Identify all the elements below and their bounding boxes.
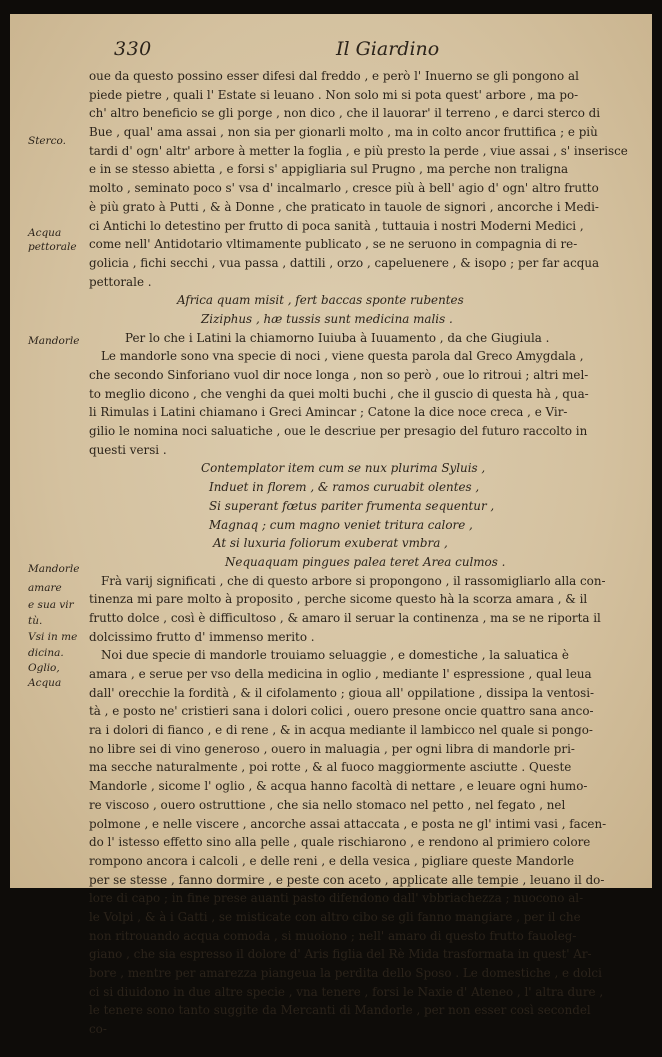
text-line: questi versi . (89, 442, 167, 457)
page-number: 330 (114, 38, 152, 60)
text-line: gilio le nomina noci saluatiche , oue le descriue per presagio del futuro raccolto in (89, 424, 588, 439)
margin-note: Mandorle (28, 335, 80, 347)
text-line: è più grato à Putti , & à Donne , che praticato in tauole de signori , ancorche i Medi- (89, 199, 599, 214)
text-line: to meglio dicono , che venghi da quei molti buchi , che il guscio di questa hà , qua- (89, 386, 589, 401)
text-line: frutto dolce , così è difficultoso , & amaro il seruar la continenza , ma se ne riporta il (89, 610, 601, 625)
margin-note: e sua vir (28, 599, 74, 611)
text-line: tà , e posto ne' cristieri sana i dolori colici , ouero presone oncie quattro sana anco- (89, 704, 594, 719)
margin-note: amare (28, 582, 62, 594)
verse-line: At si luxuria foliorum exuberat vmbra , (213, 536, 448, 551)
text-line: per se stesse , fanno dormire , e peste con aceto , applicate alle tempie , leuano il do- (89, 872, 605, 887)
text-line: Le mandorle sono vna specie di noci , viene questa parola dal Greco Amygdala , (101, 349, 584, 364)
text-line: rompono ancora i calcoli , e delle reni , e della vesica , pigliare queste Mandorle (89, 853, 575, 868)
text-line: Per lo che i Latini la chiamorno Iuiuba à Iuuamento , da che Giugiula . (125, 330, 550, 345)
margin-note: Mandorle (28, 563, 80, 575)
text-line: tardi d' ogn' altr' arbore à metter la foglia , e più presto la perde , viue assai , s' inserisce (89, 143, 628, 158)
verse-line: Nequaquam pingues palea teret Area culmos . (225, 554, 506, 569)
book-page (10, 14, 652, 1037)
text-line: tinenza mi pare molto à proposito , perche sicome questo hà la scorza amara , & il (89, 592, 588, 607)
verse-line: Ziziphus , hæ tussis sunt medicina malis . (201, 311, 453, 326)
text-line: bore , mentre per amarezza piangeua la perdita dello Sposo . Le domestiche , e dolci (89, 966, 602, 980)
text-line: li Rimulas i Latini chiamano i Greci Amincar ; Catone la dice noce creca , e Vir- (89, 405, 568, 420)
text-line: le tenere sono tanto suggite da Mercanti di Mandorle , per non esser così secondel (89, 1003, 591, 1018)
text-line: co- (89, 1022, 107, 1037)
text-line: do l' istesso effetto sino alla pelle , quale rischiarono , e rendono al primiero colore (89, 835, 591, 850)
text-line: oue da questo possino esser difesi dal freddo , e però l' Inuerno se gli pongono al (89, 69, 579, 83)
text-line: polmone , e nelle viscere , ancorche assai attaccata , e posta ne gl' intimi vasi , facen- (89, 816, 607, 831)
verse-line: Magnaq ; cum magno veniet tritura calore , (209, 517, 473, 532)
text-line: che secondo Sinforiano vuol dir noce longa , non so però , oue lo ritroui ; altri mel- (89, 368, 589, 382)
verse-line: Induet in florem , & ramos curuabit olentes , (209, 480, 480, 495)
margin-note: pettorale (28, 241, 77, 253)
text-line: re viscoso , ouero ostruttione , che sia nello stomaco nel petto , nel fegato , nel (89, 797, 566, 812)
text-line: golicia , fichi secchi , vua passa , dattili , orzo , capeluenere , & isopo ; per far acqua (89, 255, 600, 270)
text-line: dall' orecchie la fordità , & il cifolamento ; gioua all' oppilatione , dissipa la ventosi- (89, 685, 595, 700)
margin-note: dicina. (28, 647, 64, 659)
text-line: ra i dolori di fianco , e di rene , & in acqua mediante il lambicco nel quale si pongo- (89, 723, 593, 738)
body-text (89, 67, 645, 1057)
margin-note: Oglio, (28, 662, 60, 674)
text-line: ci Antichi lo detestino per frutto di poca sanità , tuttauia i nostri Moderni Medici , (89, 218, 584, 233)
margin-note: Acqua (28, 227, 62, 239)
text-line: lore di capo ; in fine prese auanti pasto difendono dall' vbbriachezza ; nuocono al- (89, 891, 584, 906)
margin-note: Sterco. (28, 135, 67, 147)
text-line: come nell' Antidotario vltimamente publicato , se ne seruono in compagnia di re- (89, 237, 578, 252)
text-line: amara , e serue per vso della medicina in oglio , mediante l' espressione , qual leua (89, 667, 592, 681)
text-line: no libre sei di vino generoso , ouero in maluagia , per ogni libra di mandorle pri- (89, 741, 575, 756)
verse-line: Si superant fœtus pariter frumenta sequentur , (209, 498, 495, 513)
text-line: giano , che sia espresso il dolore d' Aris figlia del Rè Mida trasformata in quest' Ar- (89, 947, 592, 962)
text-line: e in se stesso abietta , e forsi s' appigliaria sul Prugno , ma perche non traligna (89, 162, 569, 177)
verse-line: Africa quam misit , fert baccas sponte rubentes (177, 293, 464, 308)
text-line: piede pietre , quali l' Estate si leuano . Non solo mi si pota quest' arbore , ma po- (89, 87, 579, 102)
margin-note: Acqua (28, 677, 62, 689)
text-line: Bue , qual' ama assai , non sia per gionarli molto , ma in colto ancor fruttifica ; e più (89, 125, 598, 140)
margin-note: tù. (28, 615, 43, 627)
verse-line: Contemplator item cum se nux plurima Syluis , (201, 461, 486, 476)
text-line: ma secche naturalmente , poi rotte , & al fuoco maggiormente asciutte . Queste (89, 760, 572, 775)
text-line: pettorale . (89, 274, 152, 289)
text-line: ci si diuidono in due altre specie , vna tenere , forsi le Naxie d' Ateneo , l' altra dure , (89, 984, 604, 999)
text-line: non ritrouando acqua comoda , si muoiono ; nell' amaro di questo frutto fauoleg- (89, 928, 577, 943)
running-title: Il Giardino (336, 38, 440, 60)
text-line: dolcissimo frutto d' immenso merito . (89, 629, 315, 644)
text-line: Frà varij significati , che di questo arbore si propongono , il rassomigliarlo alla con- (101, 573, 606, 588)
page-header (114, 38, 634, 62)
text-line: molto , seminato poco s' vsa d' incalmarlo , cresce più à bell' agio d' ogn' altro frutto (89, 181, 599, 196)
catchword (89, 1039, 645, 1057)
text-line: ch' altro beneficio se gli porge , non dico , che il lauorar' il terreno , e darci sterco di (89, 106, 601, 121)
text-line: Mandorle , sicome l' oglio , & acqua hanno facoltà di nettare , e leuare ogni humo- (89, 779, 588, 794)
text-line: Noi due specie di mandorle trouiamo seluaggie , e domestiche , la saluatica è (101, 648, 569, 663)
text-line: le Volpi , & à i Gatti , se misticate con altro cibo se gli fanno mangiare , per il che (89, 909, 581, 924)
margin-note: Vsi in me (28, 631, 78, 643)
